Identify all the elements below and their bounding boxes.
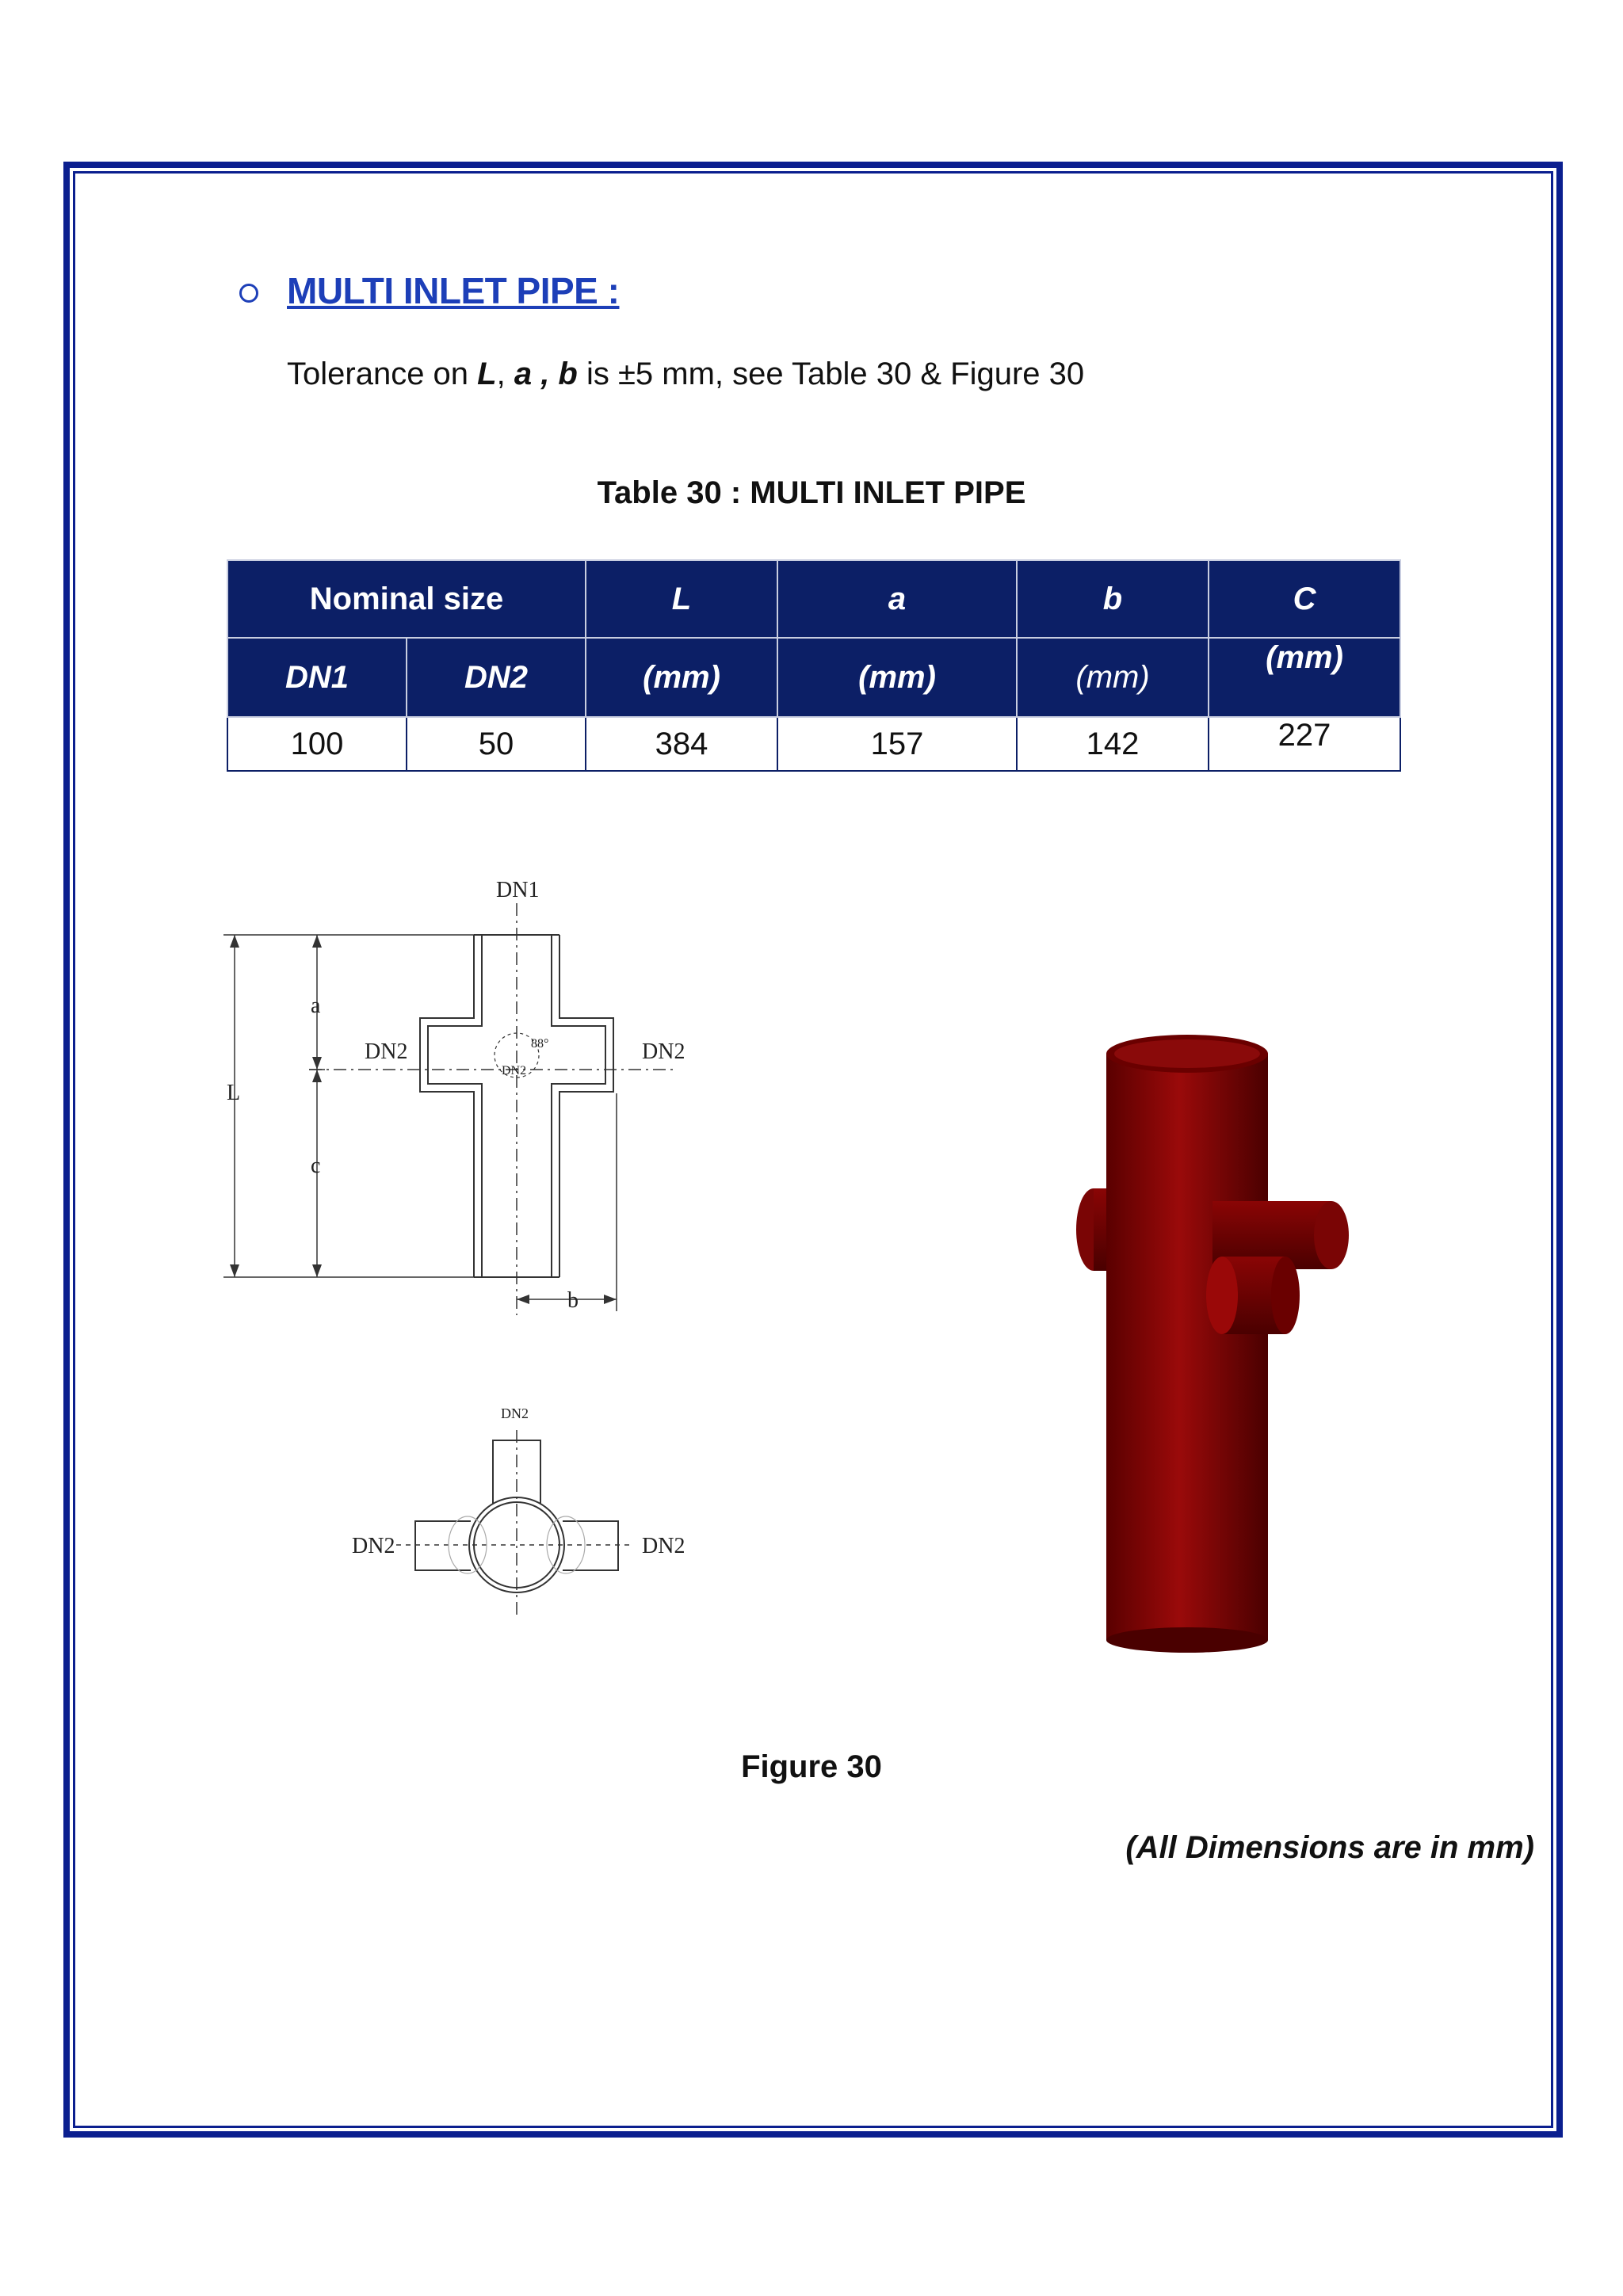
section-heading: MULTI INLET PIPE : bbox=[287, 270, 620, 311]
tolerance-sep2: , bbox=[532, 357, 559, 391]
figure-caption: Figure 30 bbox=[741, 1749, 882, 1784]
header-c: C bbox=[1209, 560, 1400, 638]
cell-dn2: 50 bbox=[407, 717, 586, 771]
header-a: a bbox=[777, 560, 1017, 638]
tolerance-prefix: Tolerance on bbox=[287, 357, 478, 391]
plan-label-dn2-top: DN2 bbox=[501, 1405, 529, 1421]
label-dn2-center: DN2 bbox=[502, 1064, 527, 1077]
cell-c: 227 bbox=[1209, 717, 1400, 771]
tolerance-b: b bbox=[558, 357, 578, 391]
tolerance-suffix: is ±5 mm, see Table 30 & Figure 30 bbox=[577, 357, 1085, 391]
plan-label-dn2-right: DN2 bbox=[642, 1534, 685, 1558]
label-dim-b: b bbox=[567, 1288, 579, 1313]
header-nominal-size: Nominal size bbox=[227, 560, 586, 638]
cell-a: 157 bbox=[777, 717, 1017, 771]
label-dim-a: a bbox=[311, 994, 321, 1018]
label-dn2-left: DN2 bbox=[365, 1039, 408, 1064]
label-angle: 88° bbox=[531, 1037, 549, 1051]
header-L-unit: (mm) bbox=[586, 638, 777, 717]
label-dim-L: L bbox=[227, 1081, 241, 1105]
table-title: Table 30 : MULTI INLET PIPE bbox=[597, 475, 1026, 510]
plan-label-dn2-left: DN2 bbox=[352, 1534, 395, 1558]
header-a-unit: (mm) bbox=[777, 638, 1017, 717]
header-b: b bbox=[1017, 560, 1209, 638]
header-c-unit: (mm) bbox=[1209, 638, 1400, 717]
header-b-unit: (mm) bbox=[1017, 638, 1209, 717]
tolerance-a: a bbox=[514, 357, 533, 391]
pipe-3d-render bbox=[1030, 1022, 1379, 1656]
dimensions-note: (All Dimensions are in mm) bbox=[1125, 1830, 1534, 1865]
cell-b: 142 bbox=[1017, 717, 1209, 771]
tolerance-sep1: , bbox=[496, 357, 514, 391]
label-dn2-right: DN2 bbox=[642, 1039, 685, 1064]
tolerance-L: L bbox=[477, 357, 497, 391]
header-L: L bbox=[586, 560, 777, 638]
cell-dn1: 100 bbox=[227, 717, 407, 771]
header-dn2: DN2 bbox=[407, 638, 586, 717]
label-dim-c: c bbox=[311, 1154, 321, 1178]
cell-L: 384 bbox=[586, 717, 777, 771]
label-dn1: DN1 bbox=[496, 878, 540, 902]
header-dn1: DN1 bbox=[227, 638, 407, 717]
